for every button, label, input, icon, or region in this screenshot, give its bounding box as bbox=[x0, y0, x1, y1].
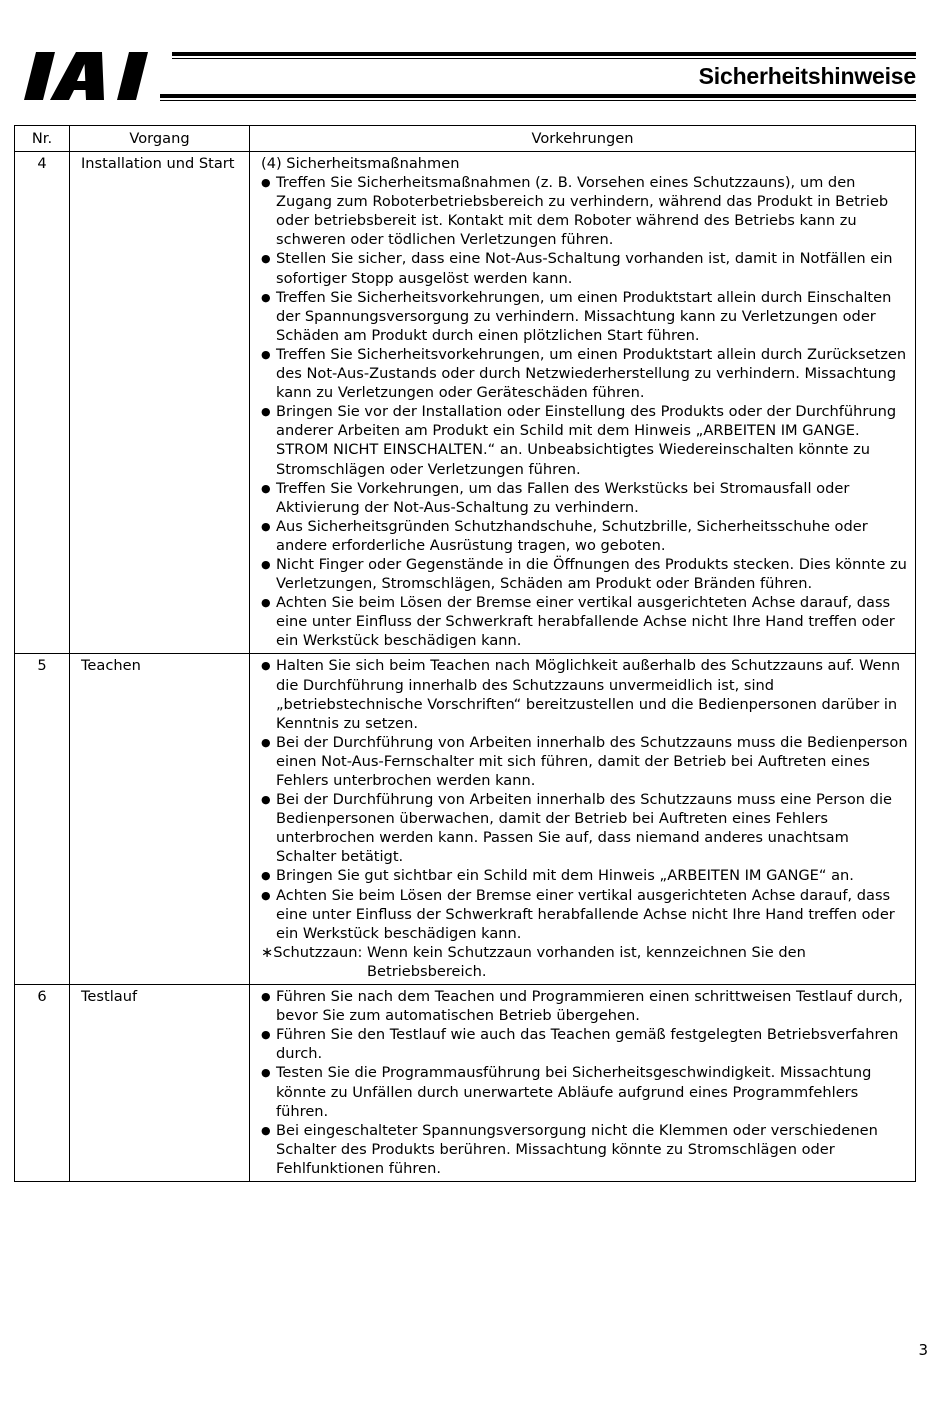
list-item: ● Treffen Sie Sicherheitsvorkehrungen, um einen Produktstart allein durch Einschalten der Spannungsversorgung zu verhindern. Missachtung kann zu Verletzungen oder Schäden am Produkt durch einen plötzlichen Start führen. bbox=[261, 288, 892, 344]
footnote-text: Wenn kein Schutzzaun vorhanden ist, kennzeichnen Sie den Betriebsbereich. bbox=[367, 943, 806, 980]
iai-logo bbox=[22, 50, 162, 102]
header-rule-bottom bbox=[160, 94, 916, 98]
page-number: 3 bbox=[918, 1341, 928, 1359]
bullet-icon: ● bbox=[261, 1028, 271, 1042]
column-header-vorgang: Vorgang bbox=[70, 126, 250, 152]
table-row bbox=[15, 654, 916, 985]
row-vorkehrungen bbox=[250, 654, 916, 985]
list-item: ● Testen Sie die Programmausführung bei Sicherheitsgeschwindigkeit. Missachtung könnte zu Unfällen durch unerwartete Abläufe aufgrund eines Programmfehlers führen. bbox=[261, 1064, 872, 1120]
bullet-icon: ● bbox=[261, 659, 271, 673]
row-vorkehrungen bbox=[250, 152, 916, 654]
column-header-nr: Nr. bbox=[15, 126, 70, 152]
row-vorgang: Teachen bbox=[70, 654, 250, 985]
list-item: ● Nicht Finger oder Gegenstände in die Öffnungen des Produkts stecken. Dies könnte zu Verletzungen, Stromschlägen, Schäden am Produkt oder Bränden führen. bbox=[261, 555, 907, 593]
bullet-icon: ● bbox=[261, 290, 271, 304]
asterisk-icon: ∗ bbox=[261, 943, 274, 961]
bullet-icon: ● bbox=[261, 1123, 271, 1137]
table-row bbox=[15, 152, 916, 654]
bullet-icon: ● bbox=[261, 519, 271, 533]
iai-logo-mark bbox=[22, 50, 162, 102]
list-item: ● Treffen Sie Vorkehrungen, um das Fallen des Werkstücks bei Stromausfall oder Aktivierung der Not-Aus-Schaltung zu verhindern. bbox=[261, 479, 850, 516]
bullet-icon: ● bbox=[261, 347, 271, 361]
list-item: ● Führen Sie nach dem Teachen und Programmieren einen schrittweisen Testlauf durch, bevor Sie zum automatischen Betrieb übergehen. bbox=[261, 988, 903, 1025]
list-item: ● Bringen Sie vor der Installation oder Einstellung des Produkts oder der Durchführung anderer Arbeiten am Produkt ein Schild mit dem Hinweis „ARBEITEN IM GANGE. STROM NICHT EINSCHALTEN.“ an. Unbeabsichtigtes Wiedereinschalten könnte zu Stromschlägen oder Verletzungen führen. bbox=[261, 403, 897, 478]
header-rule-top-thin bbox=[172, 58, 916, 59]
list-item: ● Bei der Durchführung von Arbeiten innerhalb des Schutzzauns muss eine Person die Bedienpersonen überwachen, damit der Betrieb bei Auftreten eines Fehlers unterbrochen werden kann. Passen Sie auf, dass niemand anderes unachtsam Schalter betätigt. bbox=[261, 791, 892, 866]
header-rule-bottom-thin bbox=[160, 100, 916, 101]
list-item: ● Aus Sicherheitsgründen Schutzhandschuhe, Schutzbrille, Sicherheitsschuhe oder andere erforderliche Ausrüstung tragen, wo geboten. bbox=[261, 517, 868, 554]
list-item: ● Bringen Sie gut sichtbar ein Schild mit dem Hinweis „ARBEITEN IM GANGE“ an. bbox=[261, 867, 854, 885]
footnote bbox=[261, 943, 911, 981]
list-item: ● Achten Sie beim Lösen der Bremse einer vertikal ausgerichteten Achse darauf, dass eine unter Einfluss der Schwerkraft herabfallende Achse nicht Ihre Hand treffen oder ein Werkstück beschädigen kann. bbox=[261, 594, 895, 650]
row-number: 6 bbox=[15, 985, 70, 1182]
list-item: ● Halten Sie sich beim Teachen nach Möglichkeit außerhalb des Schutzzauns auf. Wenn die Durchführung innerhalb des Schutzzauns unvermeidlich ist, sind „betriebstechnische Vorschriften“ bereitzustellen und die Bedienpersonen darüber in Kenntnis zu setzen. bbox=[261, 657, 901, 732]
bullet-icon: ● bbox=[261, 176, 271, 190]
list-item: ● Achten Sie beim Lösen der Bremse einer vertikal ausgerichteten Achse darauf, dass eine unter Einfluss der Schwerkraft herabfallende Achse nicht Ihre Hand treffen oder ein Werkstück beschädigen kann. bbox=[261, 886, 895, 942]
section-heading: (4) Sicherheitsmaßnahmen bbox=[261, 155, 460, 172]
column-header-vorkehrungen: Vorkehrungen bbox=[250, 126, 916, 152]
list-item: ● Bei eingeschalteter Spannungsversorgung nicht die Klemmen oder verschiedenen Schalter des Produkts berühren. Missachtung könnte zu Stromschlägen oder Fehlfunktionen führen. bbox=[261, 1121, 878, 1177]
list-item: ● Bei der Durchführung von Arbeiten innerhalb des Schutzzauns muss die Bedienperson einen Not-Aus-Fernschalter mit sich führen, damit der Betrieb bei Auftreten eines Fehlers unterbrochen werden kann. bbox=[261, 733, 908, 789]
safety-table bbox=[14, 125, 916, 1182]
row-number: 4 bbox=[15, 152, 70, 654]
list-item: ● Treffen Sie Sicherheitsvorkehrungen, um einen Produktstart allein durch Zurücksetzen des Not-Aus-Zustands oder durch Netzwiederherstellung zu verhindern. Missachtung kann zu Verletzungen oder Geräteschäden führen. bbox=[261, 345, 907, 402]
bullet-icon: ● bbox=[261, 1066, 271, 1080]
bullet-icon: ● bbox=[261, 557, 271, 571]
bullet-icon: ● bbox=[261, 888, 271, 902]
list-item: ● Führen Sie den Testlauf wie auch das Teachen gemäß festgelegten Betriebsverfahren durch. bbox=[261, 1026, 899, 1063]
row-vorgang: Testlauf bbox=[70, 985, 250, 1182]
bullet-icon: ● bbox=[261, 252, 271, 266]
list-item: ● Stellen Sie sicher, dass eine Not-Aus-Schaltung vorhanden ist, damit in Notfällen ein sofortiger Stopp ausgelöst werden kann. bbox=[261, 250, 893, 287]
bullet-icon: ● bbox=[261, 481, 271, 495]
row-vorgang: Installation und Start bbox=[70, 152, 250, 654]
bullet-icon: ● bbox=[261, 405, 271, 419]
list-item: ● Treffen Sie Sicherheitsmaßnahmen (z. B. Vorsehen eines Schutzzauns), um den Zugang zum Roboterbetriebsbereich zu verhindern, während das Produkt in Betrieb oder betriebsbereit ist. Kontakt mit dem Roboter während des Betriebs kann zu schweren oder tödlichen Verletzungen führen. bbox=[261, 174, 889, 249]
bullet-icon: ● bbox=[261, 596, 271, 610]
row-number: 5 bbox=[15, 654, 70, 985]
table-header-row bbox=[15, 126, 916, 152]
footnote-label: ∗Schutzzaun: bbox=[261, 943, 363, 961]
bullet-icon: ● bbox=[261, 990, 271, 1004]
page-title: Sicherheitshinweise bbox=[698, 63, 916, 89]
row-vorkehrungen bbox=[250, 985, 916, 1182]
header-rule-top bbox=[172, 52, 916, 56]
page-header bbox=[0, 0, 950, 115]
bullet-icon: ● bbox=[261, 869, 271, 883]
bullet-icon: ● bbox=[261, 735, 271, 749]
table-row bbox=[15, 985, 916, 1182]
bullet-icon: ● bbox=[261, 793, 271, 807]
